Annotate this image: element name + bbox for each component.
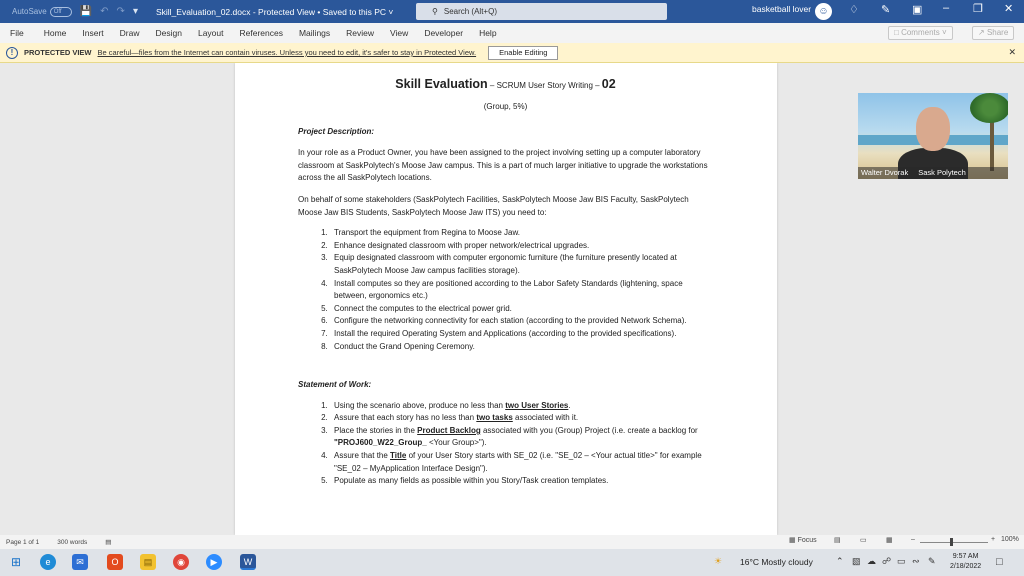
list-item: 7. Install the required Operating System and Applications (according to the provided specifications). [330,328,713,341]
list-item: 2. Enhance designated classroom with proper network/electrical upgrades. [330,240,713,253]
list-item [330,400,713,413]
wifi-icon[interactable]: ∾ [912,556,920,566]
menu-design[interactable]: Design [155,28,182,38]
web-layout-icon[interactable]: ▦ [886,537,893,544]
windows-start-icon[interactable]: ⊞ [10,555,22,569]
tray-app-icon[interactable]: ▧ [852,556,861,566]
sow-text: . [568,400,571,410]
word-count[interactable]: 300 words [57,538,88,546]
comments-label: Comments [901,28,940,37]
menu-layout[interactable]: Layout [197,28,224,38]
chrome-icon[interactable]: ◉ [173,554,189,570]
read-mode-icon[interactable]: ▤ [834,537,841,544]
list-item: 8. Conduct the Grand Opening Ceremony. [330,341,713,354]
menu-draw[interactable]: Draw [119,28,140,38]
zoom-slider-handle[interactable] [950,538,953,546]
pen-icon[interactable]: ✎ [881,4,891,16]
search-input[interactable]: Search (Alt+Q) [443,7,497,16]
notifications-icon[interactable]: □ [996,556,1003,568]
print-layout-icon[interactable]: ▭ [860,537,867,544]
task-list [330,227,713,353]
redo-icon[interactable]: ↷ [116,6,125,17]
title-bar [0,0,1024,23]
document-title[interactable]: Skill_Evaluation_02.docx - Protected View • Saved to this PC ˅ [155,6,394,17]
zoom-in-icon[interactable]: + [991,536,996,543]
menu-file[interactable]: File [10,28,24,38]
protected-view-message[interactable]: Be careful—files from the Internet can contain viruses. Unless you need to edit, it's safer to stay in Protected View. [97,48,477,57]
webcam-video[interactable] [858,93,1008,179]
ribbon-display-icon[interactable]: ▣ [912,4,923,16]
save-icon[interactable]: 💾 [79,6,93,17]
clock-time: 9:57 AM [952,553,979,560]
list-item: 4. Install computes so they are positioned according to the Labor Safety Standards (lightening, space between, ergonomics etc.) [330,278,713,303]
video-person-face [916,107,950,151]
display-icon[interactable]: ▭ [897,556,906,566]
file-explorer-icon[interactable]: ▤ [140,554,156,570]
sow-text: associated with you (Group) Project (i.e. create a backlog for [480,425,698,435]
sow-text: associated with it. [512,413,579,423]
menu-developer[interactable]: Developer [424,28,464,38]
heading-sub: – SCRUM User Story Writing – [487,81,602,90]
minimize-icon[interactable]: – [943,2,950,14]
search-box[interactable] [416,3,667,20]
menu-mailings[interactable]: Mailings [298,28,331,38]
close-icon[interactable]: ✕ [1004,3,1014,15]
sow-text: <Your Group>"). [426,438,487,448]
user-name[interactable]: basketball lover [752,4,812,14]
list-item: 1. Transport the equipment from Regina to Moose Jaw. [330,227,713,240]
webcam-caption [858,167,1008,179]
list-item [330,450,713,475]
paragraph-role: In your role as a Product Owner, you have been assigned to the project involving setting up a computer laboratory classroom at SaskPolytech's Moose Jaw campus. This is a part of much larger initiative to upgrade the workstations across the all SaskPolytech locations. [298,148,708,183]
list-item: 5. Populate as many fields as possible within you Story/Task creation templates. [330,475,713,488]
project-description-heading: Project Description: [298,126,375,136]
clock-date: 2/18/2022 [950,563,982,570]
avatar[interactable]: ☺ [815,3,832,20]
office-icon[interactable]: O [107,554,123,570]
sow-emphasis: two User Stories [505,400,569,410]
menu-review[interactable]: Review [346,28,375,38]
sow-emphasis: two tasks [476,413,513,423]
menu-home[interactable]: Home [43,28,67,38]
sow-text: Assure that the [334,451,391,461]
menu-insert[interactable]: Insert [82,28,104,38]
taskbar [0,549,1024,576]
document-subtitle: (Group, 5%) [483,102,528,111]
list-item: 3. Equip designated classroom with computer ergonomic furniture (the furniture presently located at SaskPolytech Moose Jaw campus facilities storage). [330,252,713,277]
menu-view[interactable]: View [390,28,409,38]
autosave-toggle[interactable]: Off [50,7,72,17]
statement-of-work-list [330,400,713,488]
sow-text: of your User Story starts with SE_02 (i.e. "SE_02 – <Your actual title>" for example "SE_02 – MyApplication Interface Design"). [334,451,702,473]
proofing-icon[interactable]: ▤ [105,539,112,546]
edge-icon[interactable]: e [40,554,56,570]
enable-editing-button[interactable]: Enable Editing [488,46,558,60]
restore-icon[interactable]: ❐ [973,3,983,15]
video-palm-leaves [970,93,1008,123]
network-icon[interactable]: ☍ [882,556,892,566]
diamond-icon[interactable]: ♢ [849,4,859,16]
sow-emphasis: Product Backlog [417,425,481,435]
sow-text: Assure that each story has no less than [334,413,477,423]
menu-help[interactable]: Help [479,28,497,38]
sow-emphasis: Title [390,451,407,461]
menu-references[interactable]: References [239,28,283,38]
zoom-level[interactable]: 100% [1001,536,1019,543]
show-hidden-icons-icon[interactable]: ⌃ [836,556,844,566]
close-bar-icon[interactable]: ✕ [1008,47,1016,57]
focus-label: Focus [797,537,817,544]
list-item [330,412,713,425]
menu-bar [0,23,1024,43]
customize-qat-icon[interactable]: ▾ [132,6,138,17]
sow-text: Place the stories in the [334,425,418,435]
autosave[interactable] [12,7,72,17]
participant-name: Walter Dvorak [861,168,909,177]
comments-button[interactable]: □ Comments ˅ [888,26,953,40]
pen-workspace-icon[interactable]: ✎ [928,556,936,566]
zoom-slider[interactable] [920,542,988,543]
document-heading [298,77,713,91]
word-app-icon[interactable]: W [240,554,256,570]
search-icon: ⚲ [432,7,438,16]
list-item: 5. Connect the computes to the electrical power grid. [330,303,713,316]
share-icon: ↗ [978,28,985,37]
clock[interactable] [950,552,981,572]
protected-view-label: PROTECTED VIEW [24,48,92,57]
weather-text[interactable]: 16°C Mostly cloudy [740,557,813,567]
shield-icon: ! [6,47,18,59]
list-item: 6. Configure the networking connectivity for each station (according to the provided Network Schema). [330,315,713,328]
undo-icon[interactable]: ↶ [100,6,109,17]
comment-icon: □ [894,28,899,37]
zoom-out-icon[interactable]: – [911,536,915,543]
share-button[interactable] [972,26,1014,40]
share-label: Share [986,28,1009,37]
paragraph-stakeholders: On behalf of some stakeholders (SaskPolytech Facilities, SaskPolytech Moose Jaw BIS Faculty, SaskPolytech Moose Jaw BIS Students, SaskPolytech Moose Jaw ITS) you need to: [298,194,689,217]
zoom-app-icon[interactable]: ▶ [206,554,222,570]
heading-number: 02 [601,77,616,91]
sow-emphasis: "PROJ600_W22_Group_ [334,438,427,448]
status-bar [0,535,1024,549]
weather-icon: ☀ [714,556,723,566]
sow-text: Using the scenario above, produce no less than [334,400,506,410]
autosave-label: AutoSave [12,7,47,16]
onedrive-icon[interactable]: ☁ [867,556,876,566]
document-page[interactable] [235,63,777,535]
page-count[interactable]: Page 1 of 1 [6,538,40,546]
protected-view-bar [0,43,1024,63]
heading-main: Skill Evaluation [395,77,488,91]
focus-icon: ▦ [789,537,796,544]
statement-of-work-heading: Statement of Work: [298,380,372,390]
focus-button[interactable] [789,536,817,544]
list-item [330,425,713,450]
mail-icon[interactable]: ✉ [72,554,88,570]
participant-org: Sask Polytech [918,168,966,177]
